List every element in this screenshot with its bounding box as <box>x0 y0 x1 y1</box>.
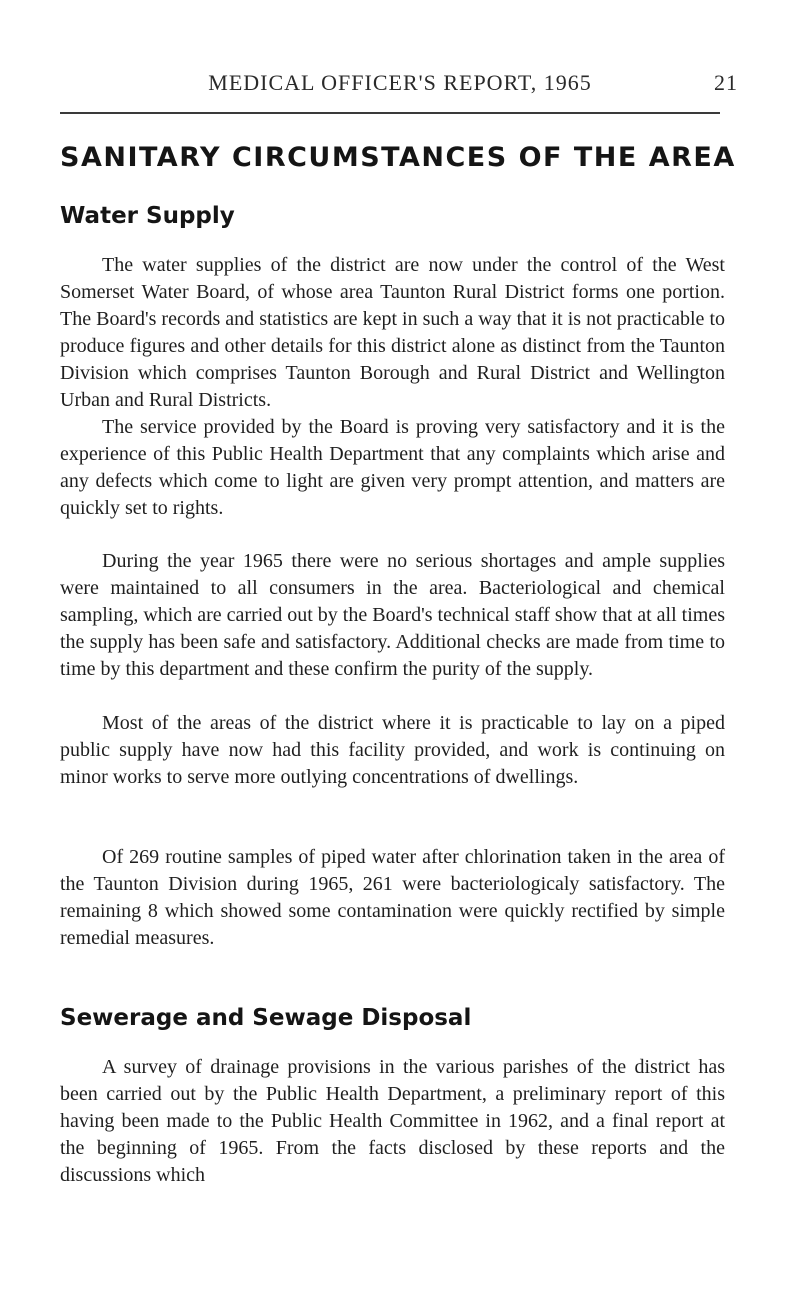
paragraph: The water supplies of the district are now under the control of the West Somerset Water Board, of whose area Taunton Rural District forms one portion. The Board's records and statistics are kept in such a way that it is not practicable to produce figures and other details for this district alone as distinct from the Taunton Division which comprises Taunton Borough and Rural District and Wellington Urban and Rural Districts. <box>60 254 725 411</box>
sewerage-heading: Sewerage and Sewage Disposal <box>60 1005 472 1031</box>
page-number: 21 <box>714 70 738 95</box>
paragraph: The service provided by the Board is proving very satisfactory and it is the experience of this Public Health Department that any complaints which arise and any defects which come to light are given very prompt attention, and matters are quickly set to rights. <box>60 416 725 519</box>
paragraph: Most of the areas of the district where it is practicable to lay on a piped public supply have now had this facility provided, and work is continuing on minor works to serve more outlying concentrations of dwellings. <box>60 712 725 788</box>
header-rule <box>60 112 720 114</box>
paragraph: A survey of drainage provisions in the various parishes of the district has been carried out by the Public Health Department, a preliminary report of this having been made to the Public Health Committee in 1962, and a final report at the beginning of 1965. From the facts disclosed by these reports and the discussions which <box>60 1056 725 1186</box>
running-header <box>60 70 740 110</box>
water-supply-heading: Water Supply <box>60 203 235 229</box>
running-title: MEDICAL OFFICER'S REPORT, 1965 <box>208 70 592 95</box>
paragraph: Of 269 routine samples of piped water after chlorination taken in the area of the Taunton Division during 1965, 261 were bacteriologicaly satisfactory. The remaining 8 which showed some contamination were quickly rectified by simple remedial measures. <box>60 846 725 949</box>
paragraph: During the year 1965 there were no serious shortages and ample supplies were maintained to all consumers in the area. Bacteriological and chemical sampling, which are carried out by the Board's technical staff show that at all times the supply has been safe and satisfactory. Additional checks are made from time to time by this department and these confirm the purity of the supply. <box>60 550 725 680</box>
section-title: SANITARY CIRCUMSTANCES OF THE AREA <box>60 142 736 173</box>
